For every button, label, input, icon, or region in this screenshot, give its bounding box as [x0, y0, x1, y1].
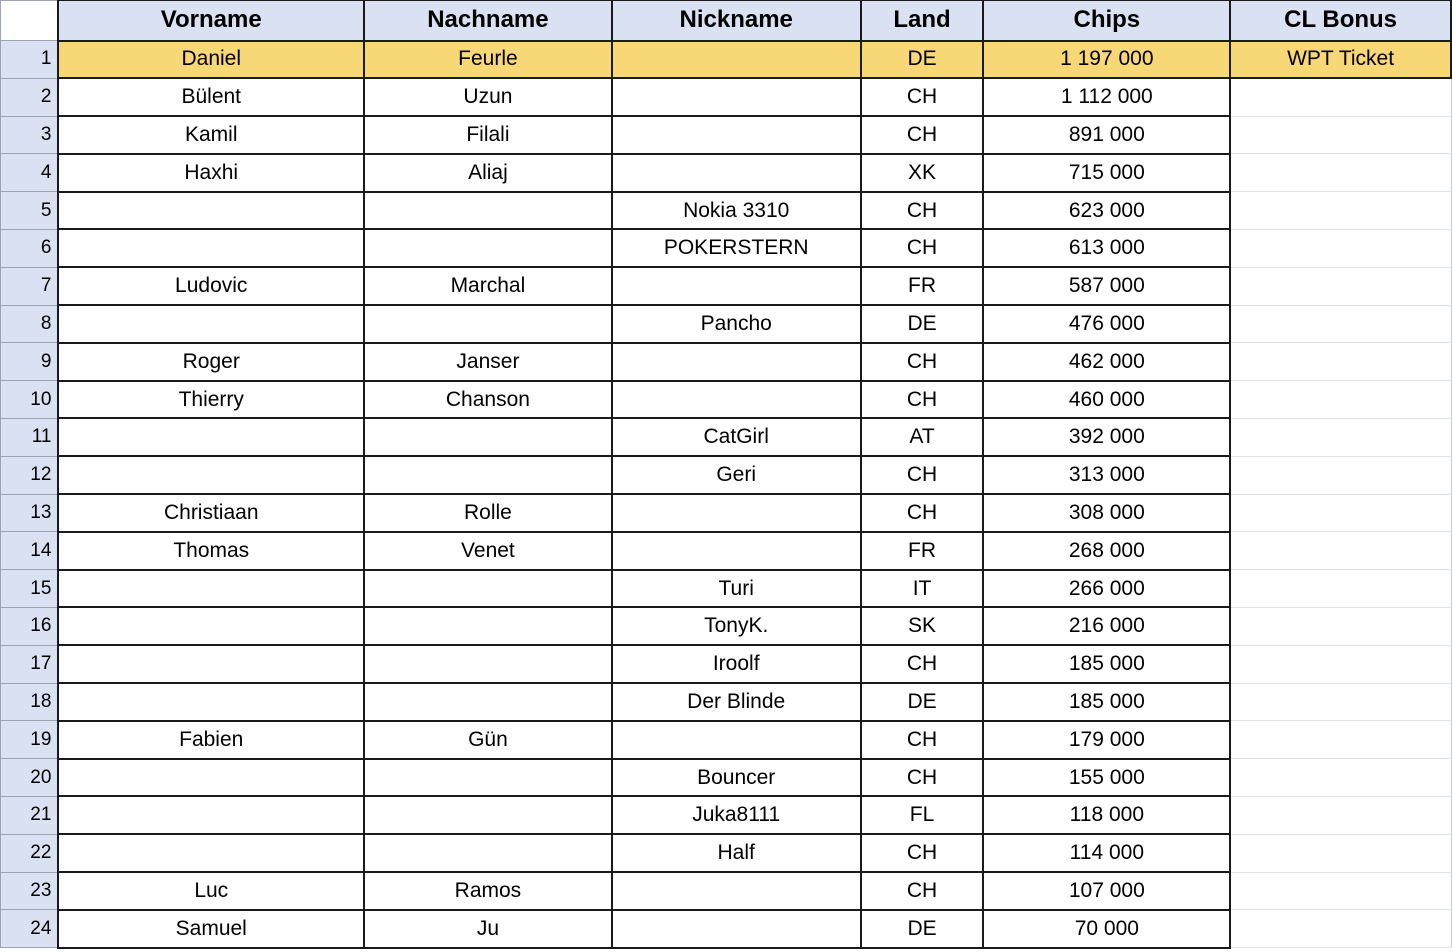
table-body	[1, 41, 1452, 948]
cell-land[interactable]: FR	[861, 532, 984, 570]
cell-nickname[interactable]: CatGirl	[612, 418, 861, 456]
cell-vorname[interactable]: Bülent	[58, 78, 364, 116]
header-row	[1, 1, 1452, 41]
cell-land[interactable]: CH	[861, 872, 984, 910]
cell-cl-bonus[interactable]	[1230, 494, 1451, 532]
cell-nachname[interactable]: Filali	[364, 116, 612, 154]
cell-cl-bonus[interactable]	[1230, 381, 1451, 419]
cell-chips[interactable]: 179 000	[983, 721, 1230, 759]
cell-nachname[interactable]: Gün	[364, 721, 612, 759]
header-nachname[interactable]: Nachname	[364, 1, 612, 41]
cell-chips[interactable]: 266 000	[983, 570, 1230, 608]
cell-nachname[interactable]: Uzun	[364, 78, 612, 116]
cell-cl-bonus[interactable]	[1230, 305, 1451, 343]
cell-nachname[interactable]	[364, 305, 612, 343]
cell-chips[interactable]: 613 000	[983, 229, 1230, 267]
cell-nachname[interactable]	[364, 796, 612, 834]
table-row	[1, 456, 1452, 494]
cell-cl-bonus[interactable]	[1230, 229, 1451, 267]
cell-nachname[interactable]: Chanson	[364, 381, 612, 419]
cell-vorname[interactable]	[58, 229, 364, 267]
row-number[interactable]: 1	[1, 41, 59, 79]
table-row	[1, 418, 1452, 456]
table-row	[1, 494, 1452, 532]
cell-vorname[interactable]: Haxhi	[58, 154, 364, 192]
cell-land[interactable]: DE	[861, 683, 984, 721]
cell-nickname[interactable]: Pancho	[612, 305, 861, 343]
cell-nickname[interactable]: Nokia 3310	[612, 192, 861, 230]
cell-nachname[interactable]	[364, 759, 612, 797]
table-row	[1, 607, 1452, 645]
cell-vorname[interactable]: Ludovic	[58, 267, 364, 305]
cell-nickname[interactable]: POKERSTERN	[612, 229, 861, 267]
cell-nickname[interactable]	[612, 910, 861, 948]
cell-land[interactable]: CH	[861, 759, 984, 797]
cell-vorname[interactable]: Roger	[58, 343, 364, 381]
cell-vorname[interactable]	[58, 645, 364, 683]
cell-land[interactable]: CH	[861, 116, 984, 154]
cell-nickname[interactable]: Bouncer	[612, 759, 861, 797]
cell-nickname[interactable]	[612, 532, 861, 570]
cell-vorname[interactable]	[58, 305, 364, 343]
cell-chips[interactable]: 460 000	[983, 381, 1230, 419]
cell-cl-bonus[interactable]	[1230, 192, 1451, 230]
cell-nachname[interactable]	[364, 418, 612, 456]
row-number[interactable]: 22	[1, 834, 59, 872]
cell-cl-bonus[interactable]: WPT Ticket	[1230, 41, 1451, 79]
cell-nickname[interactable]: Juka8111	[612, 796, 861, 834]
cell-land[interactable]: AT	[861, 418, 984, 456]
row-number[interactable]: 13	[1, 494, 59, 532]
cell-cl-bonus[interactable]	[1230, 872, 1451, 910]
table-row	[1, 910, 1452, 948]
cell-nickname[interactable]	[612, 721, 861, 759]
cell-cl-bonus[interactable]	[1230, 532, 1451, 570]
cell-chips[interactable]: 114 000	[983, 834, 1230, 872]
cell-chips[interactable]: 313 000	[983, 456, 1230, 494]
row-number[interactable]: 6	[1, 229, 59, 267]
table-row	[1, 192, 1452, 230]
cell-cl-bonus[interactable]	[1230, 607, 1451, 645]
cell-cl-bonus[interactable]	[1230, 910, 1451, 948]
cell-nachname[interactable]	[364, 570, 612, 608]
row-number[interactable]: 7	[1, 267, 59, 305]
cell-chips[interactable]: 185 000	[983, 683, 1230, 721]
table-row	[1, 570, 1452, 608]
cell-vorname[interactable]: Samuel	[58, 910, 364, 948]
cell-cl-bonus[interactable]	[1230, 796, 1451, 834]
cell-chips[interactable]: 308 000	[983, 494, 1230, 532]
cell-nachname[interactable]	[364, 192, 612, 230]
cell-vorname[interactable]	[58, 570, 364, 608]
cell-vorname[interactable]	[58, 456, 364, 494]
cell-nachname[interactable]: Ramos	[364, 872, 612, 910]
cell-land[interactable]: CH	[861, 229, 984, 267]
cell-land[interactable]: CH	[861, 78, 984, 116]
row-number[interactable]: 15	[1, 570, 59, 608]
cell-chips[interactable]: 462 000	[983, 343, 1230, 381]
cell-nachname[interactable]: Venet	[364, 532, 612, 570]
cell-chips[interactable]: 70 000	[983, 910, 1230, 948]
cell-chips[interactable]: 1 197 000	[983, 41, 1230, 79]
cell-land[interactable]: CH	[861, 721, 984, 759]
cell-land[interactable]: CH	[861, 343, 984, 381]
cell-vorname[interactable]: Luc	[58, 872, 364, 910]
cell-cl-bonus[interactable]	[1230, 456, 1451, 494]
table-row	[1, 683, 1452, 721]
cell-nachname[interactable]: Feurle	[364, 41, 612, 79]
cell-vorname[interactable]	[58, 796, 364, 834]
cell-vorname[interactable]: Thierry	[58, 381, 364, 419]
cell-land[interactable]: FL	[861, 796, 984, 834]
cell-nickname[interactable]	[612, 41, 861, 79]
cell-chips[interactable]: 476 000	[983, 305, 1230, 343]
cell-cl-bonus[interactable]	[1230, 721, 1451, 759]
cell-land[interactable]: CH	[861, 192, 984, 230]
cell-cl-bonus[interactable]	[1230, 759, 1451, 797]
cell-nickname[interactable]	[612, 116, 861, 154]
row-number[interactable]: 18	[1, 683, 59, 721]
cell-nickname[interactable]: Geri	[612, 456, 861, 494]
row-number[interactable]: 23	[1, 872, 59, 910]
cell-chips[interactable]: 1 112 000	[983, 78, 1230, 116]
cell-land[interactable]: IT	[861, 570, 984, 608]
table-row	[1, 343, 1452, 381]
cell-vorname[interactable]	[58, 683, 364, 721]
row-number[interactable]: 17	[1, 645, 59, 683]
cell-vorname[interactable]	[58, 834, 364, 872]
row-number[interactable]: 5	[1, 192, 59, 230]
cell-cl-bonus[interactable]	[1230, 645, 1451, 683]
header-chips[interactable]: Chips	[983, 1, 1230, 41]
cell-vorname[interactable]: Fabien	[58, 721, 364, 759]
row-number[interactable]: 21	[1, 796, 59, 834]
cell-vorname[interactable]	[58, 418, 364, 456]
row-number[interactable]: 12	[1, 456, 59, 494]
cell-chips[interactable]: 587 000	[983, 267, 1230, 305]
cell-cl-bonus[interactable]	[1230, 78, 1451, 116]
cell-chips[interactable]: 185 000	[983, 645, 1230, 683]
cell-nachname[interactable]	[364, 607, 612, 645]
cell-nickname[interactable]	[612, 154, 861, 192]
row-number[interactable]: 16	[1, 607, 59, 645]
cell-nachname[interactable]	[364, 456, 612, 494]
cell-cl-bonus[interactable]	[1230, 116, 1451, 154]
table-row	[1, 154, 1452, 192]
row-number[interactable]: 2	[1, 78, 59, 116]
table-row	[1, 381, 1452, 419]
cell-nachname[interactable]: Marchal	[364, 267, 612, 305]
cell-nickname[interactable]	[612, 78, 861, 116]
cell-nachname[interactable]: Rolle	[364, 494, 612, 532]
cell-nachname[interactable]	[364, 229, 612, 267]
cell-nickname[interactable]: Iroolf	[612, 645, 861, 683]
cell-chips[interactable]: 107 000	[983, 872, 1230, 910]
cell-land[interactable]: CH	[861, 456, 984, 494]
table-row	[1, 759, 1452, 797]
cell-chips[interactable]: 623 000	[983, 192, 1230, 230]
cell-chips[interactable]: 268 000	[983, 532, 1230, 570]
table-row	[1, 834, 1452, 872]
table-row	[1, 305, 1452, 343]
cell-vorname[interactable]: Thomas	[58, 532, 364, 570]
cell-vorname[interactable]	[58, 759, 364, 797]
cell-vorname[interactable]	[58, 607, 364, 645]
row-number[interactable]: 11	[1, 418, 59, 456]
cell-nickname[interactable]	[612, 872, 861, 910]
table-row	[1, 532, 1452, 570]
cell-chips[interactable]: 155 000	[983, 759, 1230, 797]
cell-nickname[interactable]	[612, 343, 861, 381]
cell-land[interactable]: XK	[861, 154, 984, 192]
row-number[interactable]: 3	[1, 116, 59, 154]
table-row	[1, 229, 1452, 267]
cell-vorname[interactable]: Christiaan	[58, 494, 364, 532]
cell-vorname[interactable]: Daniel	[58, 41, 364, 79]
cell-cl-bonus[interactable]	[1230, 343, 1451, 381]
table-row	[1, 872, 1452, 910]
row-number[interactable]: 4	[1, 154, 59, 192]
cell-chips[interactable]: 216 000	[983, 607, 1230, 645]
cell-land[interactable]: DE	[861, 910, 984, 948]
cell-nachname[interactable]	[364, 834, 612, 872]
cell-land[interactable]: SK	[861, 607, 984, 645]
cell-nachname[interactable]: Aliaj	[364, 154, 612, 192]
cell-cl-bonus[interactable]	[1230, 683, 1451, 721]
table-row	[1, 796, 1452, 834]
row-number[interactable]: 9	[1, 343, 59, 381]
cell-chips[interactable]: 891 000	[983, 116, 1230, 154]
cell-land[interactable]: CH	[861, 494, 984, 532]
table-row	[1, 78, 1452, 116]
cell-cl-bonus[interactable]	[1230, 154, 1451, 192]
row-number[interactable]: 24	[1, 910, 59, 948]
cell-nachname[interactable]	[364, 683, 612, 721]
header-land[interactable]: Land	[861, 1, 984, 41]
cell-cl-bonus[interactable]	[1230, 570, 1451, 608]
cell-land[interactable]: DE	[861, 41, 984, 79]
cell-land[interactable]: CH	[861, 381, 984, 419]
row-number[interactable]: 19	[1, 721, 59, 759]
cell-cl-bonus[interactable]	[1230, 267, 1451, 305]
table-row	[1, 267, 1452, 305]
table-row	[1, 41, 1452, 79]
cell-nickname[interactable]	[612, 381, 861, 419]
row-number[interactable]: 10	[1, 381, 59, 419]
cell-nickname[interactable]: Turi	[612, 570, 861, 608]
cell-nickname[interactable]: Der Blinde	[612, 683, 861, 721]
header-vorname[interactable]: Vorname	[58, 1, 364, 41]
cell-vorname[interactable]: Kamil	[58, 116, 364, 154]
header-nickname[interactable]: Nickname	[612, 1, 861, 41]
cell-chips[interactable]: 118 000	[983, 796, 1230, 834]
cell-land[interactable]: CH	[861, 834, 984, 872]
cell-cl-bonus[interactable]	[1230, 834, 1451, 872]
select-all-corner[interactable]	[1, 1, 59, 41]
cell-nickname[interactable]: TonyK.	[612, 607, 861, 645]
row-number[interactable]: 14	[1, 532, 59, 570]
cell-vorname[interactable]	[58, 192, 364, 230]
row-number[interactable]: 20	[1, 759, 59, 797]
cell-chips[interactable]: 715 000	[983, 154, 1230, 192]
cell-nachname[interactable]: Janser	[364, 343, 612, 381]
table-row	[1, 645, 1452, 683]
cell-nickname[interactable]: Half	[612, 834, 861, 872]
cell-nachname[interactable]	[364, 645, 612, 683]
header-cl-bonus[interactable]: CL Bonus	[1230, 1, 1451, 41]
cell-nickname[interactable]	[612, 494, 861, 532]
cell-land[interactable]: CH	[861, 645, 984, 683]
cell-nickname[interactable]	[612, 267, 861, 305]
cell-land[interactable]: DE	[861, 305, 984, 343]
table-row	[1, 116, 1452, 154]
cell-chips[interactable]: 392 000	[983, 418, 1230, 456]
row-number[interactable]: 8	[1, 305, 59, 343]
cell-nachname[interactable]: Ju	[364, 910, 612, 948]
table-row	[1, 721, 1452, 759]
cell-land[interactable]: FR	[861, 267, 984, 305]
cell-cl-bonus[interactable]	[1230, 418, 1451, 456]
